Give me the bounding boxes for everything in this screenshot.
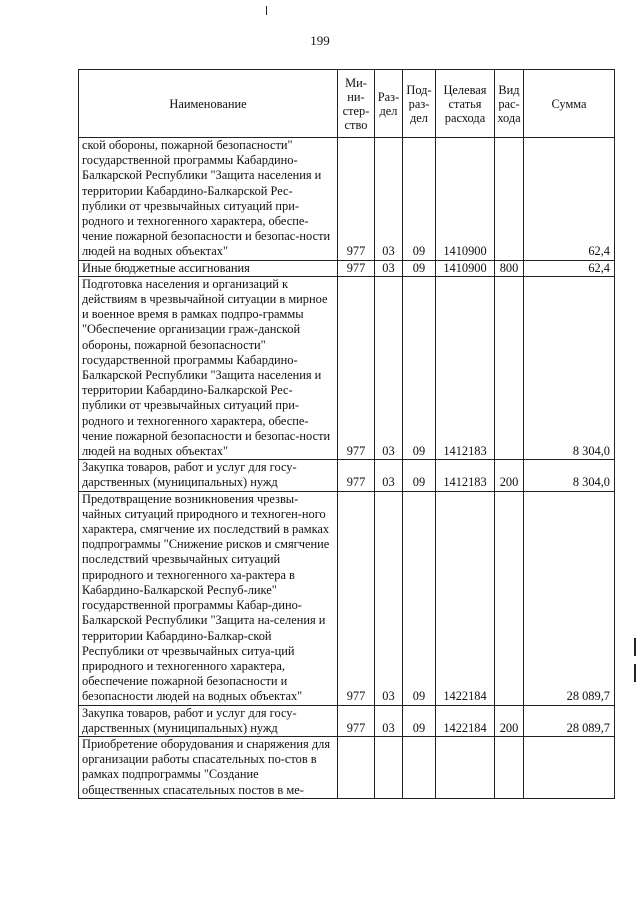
row-type: [495, 736, 524, 798]
row-subsection: 09: [403, 491, 436, 705]
row-sum: 62,4: [524, 260, 615, 276]
row-type: [495, 276, 524, 459]
row-type: 200: [495, 460, 524, 491]
budget-table: [78, 69, 615, 799]
row-target: 1410900: [436, 138, 495, 261]
row-ministry: 977: [338, 705, 375, 736]
row-sum: [524, 736, 615, 798]
row-name: Иные бюджетные ассигнования: [79, 260, 338, 276]
row-name: Предотвращение возникновения чрезвы-чайных ситуаций природного и техноген-ного характера, смягчение их последствий в рамках подпрограммы "Снижение рисков и смягчение последствий чрезвычайных ситуаций природного и техногенного ха-рактера в Кабардино-Балкарской Респуб-лике" государственной программы Кабар-дино-Балкарской Республики "Защита на-селения и территории Кабардино-Балкар-ской Республики от чрезвычайных ситуа-ций природного и техногенного характера, обеспечение пожарной безопасности и безопасности людей на водных объектах": [79, 491, 338, 705]
table-row: [79, 260, 615, 276]
row-ministry: 977: [338, 491, 375, 705]
header-name: Наименование: [79, 70, 338, 138]
row-sum: 28 089,7: [524, 705, 615, 736]
row-name: Закупка товаров, работ и услуг для госу-дарственных (муниципальных) нужд: [79, 460, 338, 491]
row-section: 03: [375, 260, 403, 276]
row-ministry: [338, 736, 375, 798]
row-subsection: 09: [403, 260, 436, 276]
row-type: 800: [495, 260, 524, 276]
row-subsection: 09: [403, 705, 436, 736]
row-target: 1412183: [436, 460, 495, 491]
row-sum: 62,4: [524, 138, 615, 261]
header-sum: Сумма: [524, 70, 615, 138]
row-target: 1422184: [436, 491, 495, 705]
row-section: 03: [375, 138, 403, 261]
header-type: Вид рас- хода: [495, 70, 524, 138]
row-ministry: 977: [338, 138, 375, 261]
table-row: [79, 705, 615, 736]
row-name: Приобретение оборудования и снаряжения для организации работы спасательных по-стов в рамках подпрограммы "Создание общественных спасательных постов в ме-: [79, 736, 338, 798]
table-header-row: [79, 70, 615, 138]
row-subsection: [403, 736, 436, 798]
row-sum: 8 304,0: [524, 276, 615, 459]
page-number: 199: [310, 33, 330, 48]
row-type: [495, 138, 524, 261]
row-ministry: 977: [338, 260, 375, 276]
row-type: [495, 491, 524, 705]
row-type: 200: [495, 705, 524, 736]
header-target: Целевая статья расхода: [436, 70, 495, 138]
row-target: 1412183: [436, 276, 495, 459]
row-subsection: 09: [403, 276, 436, 459]
header-ministry: Ми- ни- стер- ство: [338, 70, 375, 138]
row-sum: 28 089,7: [524, 491, 615, 705]
scan-mark-top: [266, 6, 267, 15]
row-sum: 8 304,0: [524, 460, 615, 491]
row-ministry: 977: [338, 460, 375, 491]
header-subsection: Под- раз- дел: [403, 70, 436, 138]
row-ministry: 977: [338, 276, 375, 459]
row-section: [375, 736, 403, 798]
table-row: [79, 138, 615, 261]
row-target: 1422184: [436, 705, 495, 736]
row-name: Подготовка населения и организаций к действиям в чрезвычайной ситуации в мирное и военное время в рамках подпро-граммы "Обеспечение организации граж-данской обороны, пожарной безопасности" государственной программы Кабардино-Балкарской Республики "Защита населения и территории Кабардино-Балкарской Рес-публики от чрезвычайных ситуаций при-родного и техногенного характера, обеспе-чение пожарной безопасности и безопас-ности людей на водных объектах": [79, 276, 338, 459]
row-section: 03: [375, 705, 403, 736]
row-name: Закупка товаров, работ и услуг для госу-дарственных (муниципальных) нужд: [79, 705, 338, 736]
scan-mark-right-2: [634, 664, 636, 682]
table-row: [79, 276, 615, 459]
table-row: [79, 736, 615, 798]
row-subsection: 09: [403, 460, 436, 491]
row-name: ской обороны, пожарной безопасности" государственной программы Кабардино-Балкарской Республики "Защита населения и территории Кабардино-Балкарской Рес-публики от чрезвычайных ситуаций при-родного и техногенного характера, обеспе-чение пожарной безопасности и безопас-ности людей на водных объектах": [79, 138, 338, 261]
row-section: 03: [375, 491, 403, 705]
row-target: [436, 736, 495, 798]
header-section: Раз- дел: [375, 70, 403, 138]
scan-mark-right-1: [634, 638, 636, 656]
row-section: 03: [375, 460, 403, 491]
table-row: [79, 460, 615, 491]
row-section: 03: [375, 276, 403, 459]
row-subsection: 09: [403, 138, 436, 261]
row-target: 1410900: [436, 260, 495, 276]
table-row: [79, 491, 615, 705]
